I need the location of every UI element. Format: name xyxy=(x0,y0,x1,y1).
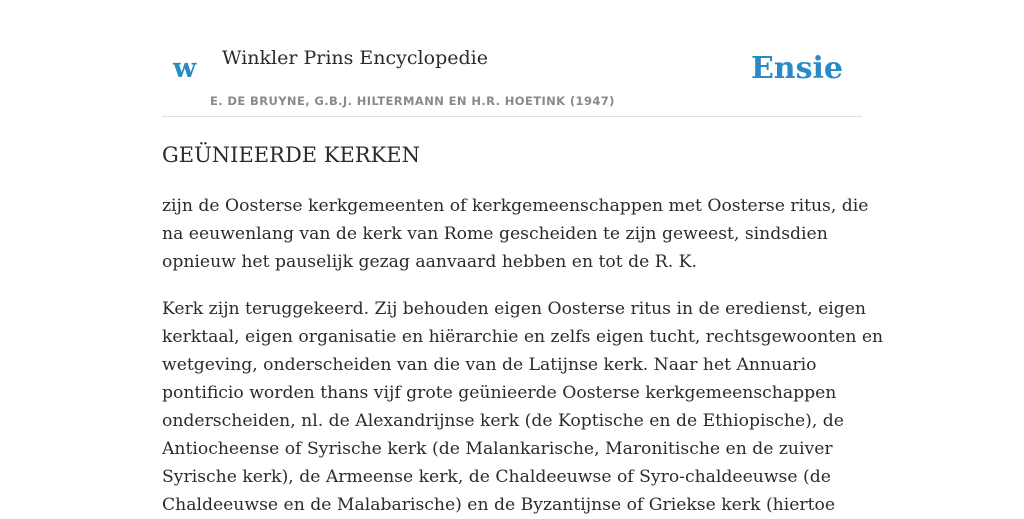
page xyxy=(162,0,884,515)
paragraph-1 xyxy=(162,192,869,276)
text-line: Antiocheense of Syrische kerk (de Malankarische, Maronitische en de zuiver xyxy=(162,439,833,459)
header xyxy=(162,0,862,117)
source-title[interactable]: Winkler Prins Encyclopedie xyxy=(222,47,488,69)
text-line: Kerk zijn teruggekeerd. Zij behouden eigen Oosterse ritus in de eredienst, eigen xyxy=(162,299,866,319)
text-line: Chaldeeuwse en de Malabarische) en de Byzantijnse of Griekse kerk (hiertoe xyxy=(162,495,836,515)
ensie-logo[interactable]: Ensie xyxy=(750,51,843,86)
text-line: na eeuwenlang van de kerk van Rome gescheiden te zijn geweest, sindsdien xyxy=(162,224,828,244)
winkler-prins-logo[interactable]: w xyxy=(173,53,197,84)
text-line: Syrische kerk), de Armeense kerk, de Chaldeeuwse of Syro-chaldeeuwse (de xyxy=(162,467,831,487)
text-line: pontificio worden thans vijf grote geünieerde Oosterse kerkgemeenschappen xyxy=(162,383,837,403)
entry-title: GEÜNIEERDE KERKEN xyxy=(162,143,421,167)
text-line: opnieuw het pauselijk gezag aanvaard hebben en tot de R. K. xyxy=(162,252,697,272)
text-line: wetgeving, onderscheiden van die van de Latijnse kerk. Naar het Annuario xyxy=(162,355,817,375)
source-authors: E. DE BRUYNE, G.B.J. HILTERMANN EN H.R. HOETINK (1947) xyxy=(210,94,615,108)
paragraph-2 xyxy=(162,295,884,519)
text-line: kerktaal, eigen organisatie en hiërarchie en zelfs eigen tucht, rechtsgewoonten en xyxy=(162,327,884,347)
text-line: onderscheiden, nl. de Alexandrijnse kerk (de Koptische en de Ethiopische), de xyxy=(162,411,844,431)
text-line: zijn de Oosterse kerkgemeenten of kerkgemeenschappen met Oosterse ritus, die xyxy=(162,196,869,216)
